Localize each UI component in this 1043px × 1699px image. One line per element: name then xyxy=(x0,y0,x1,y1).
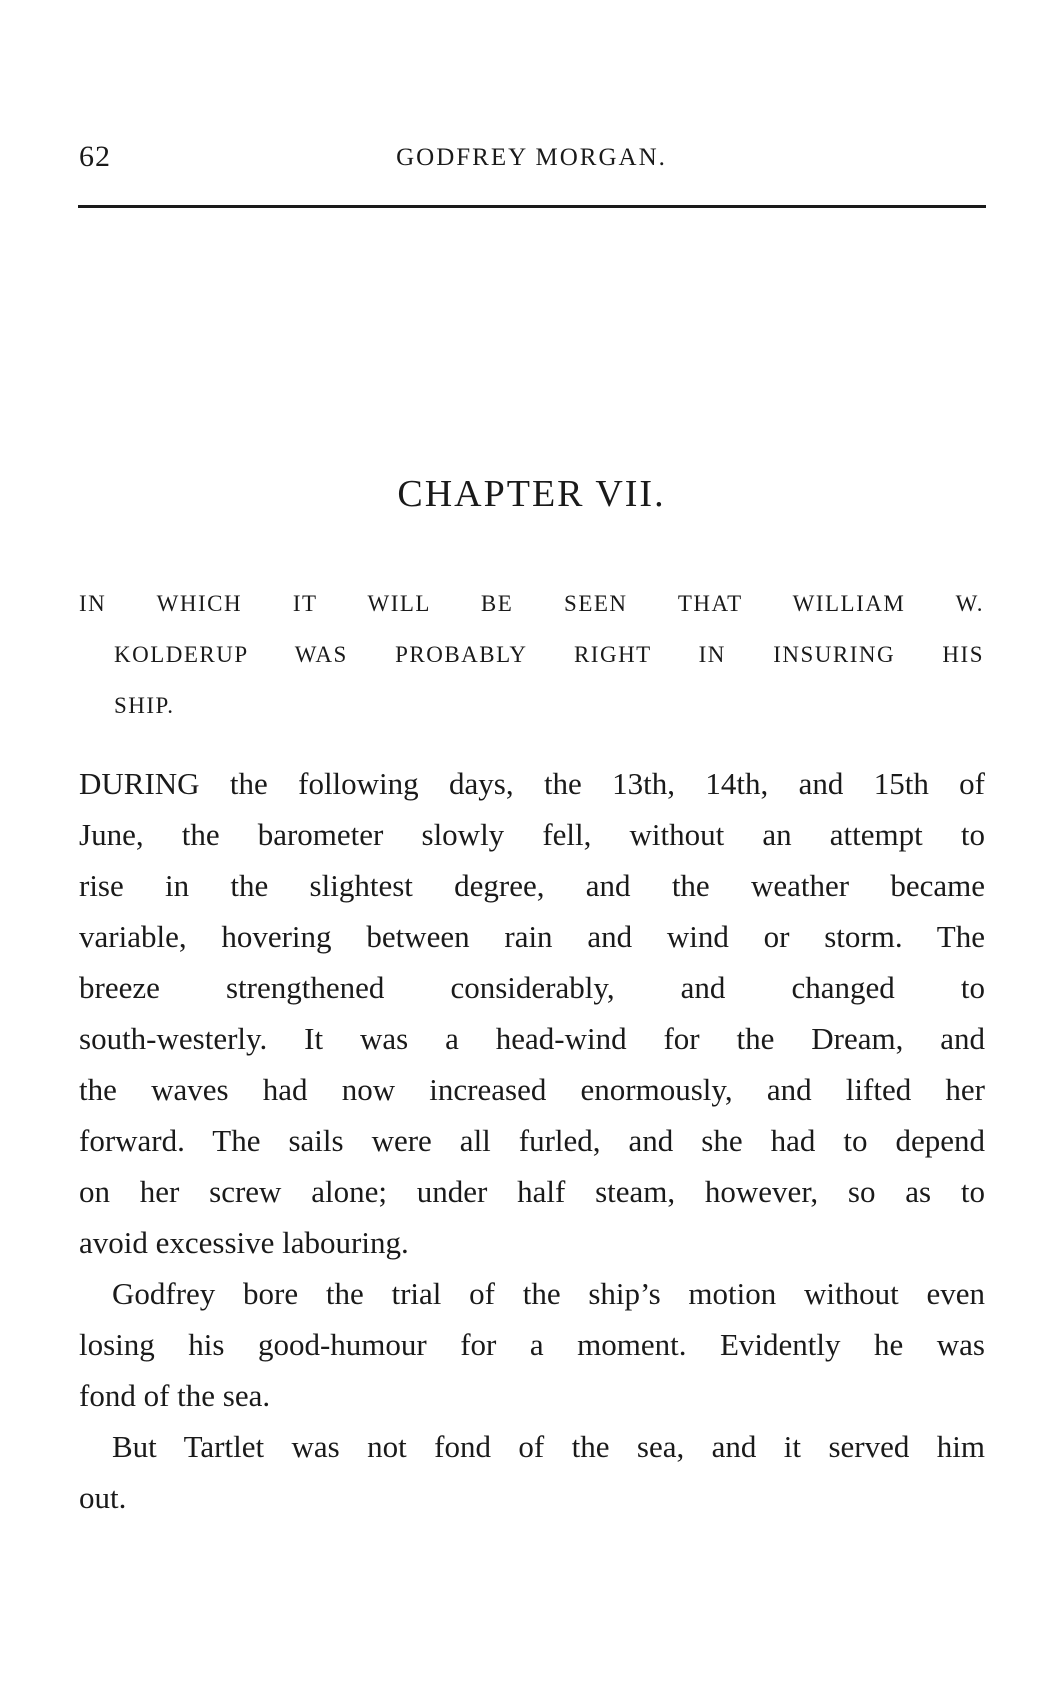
page-number: 62 xyxy=(79,140,111,173)
summary-line: IN WHICH IT WILL BE SEEN THAT WILLIAM W. xyxy=(79,591,984,616)
text-line: avoid excessive labouring. xyxy=(79,1225,409,1260)
text-line: fond of the sea. xyxy=(79,1378,271,1413)
paragraph-2 xyxy=(79,1268,985,1421)
summary-line: SHIP. xyxy=(114,693,175,718)
text-line: But Tartlet was not fond of the sea, and it served him xyxy=(112,1429,985,1464)
summary-line: KOLDERUP WAS PROBABLY RIGHT IN INSURING HIS xyxy=(114,642,984,667)
paragraph-1 xyxy=(79,758,985,1268)
text-line: losing his good-humour for a moment. Evidently he was xyxy=(79,1327,985,1362)
text-line: Godfrey bore the trial of the ship’s motion without even xyxy=(112,1276,985,1311)
body-text xyxy=(79,758,985,1523)
text-line: forward. The sails were all furled, and she had to depend xyxy=(79,1123,985,1158)
running-head xyxy=(79,140,984,180)
text-line: on her screw alone; under half steam, however, so as to xyxy=(79,1174,985,1209)
text-line: DURING the following days, the 13th, 14th, and 15th of xyxy=(79,766,985,801)
text-line: the waves had now increased enormously, and lifted her xyxy=(79,1072,985,1107)
paragraph-3 xyxy=(79,1421,985,1523)
text-line: June, the barometer slowly fell, without an attempt to xyxy=(79,817,985,852)
text-line: out. xyxy=(79,1480,127,1515)
text-line: variable, hovering between rain and wind or storm. The xyxy=(79,919,985,954)
text-line: breeze strengthened considerably, and changed to xyxy=(79,970,985,1005)
chapter-summary xyxy=(79,578,984,731)
header-rule xyxy=(78,205,986,208)
chapter-heading: CHAPTER VII. xyxy=(397,473,666,515)
book-title: GODFREY MORGAN. xyxy=(396,144,667,171)
text-line: rise in the slightest degree, and the weather became xyxy=(79,868,985,903)
text-line: south-westerly. It was a head-wind for the Dream, and xyxy=(79,1021,985,1056)
